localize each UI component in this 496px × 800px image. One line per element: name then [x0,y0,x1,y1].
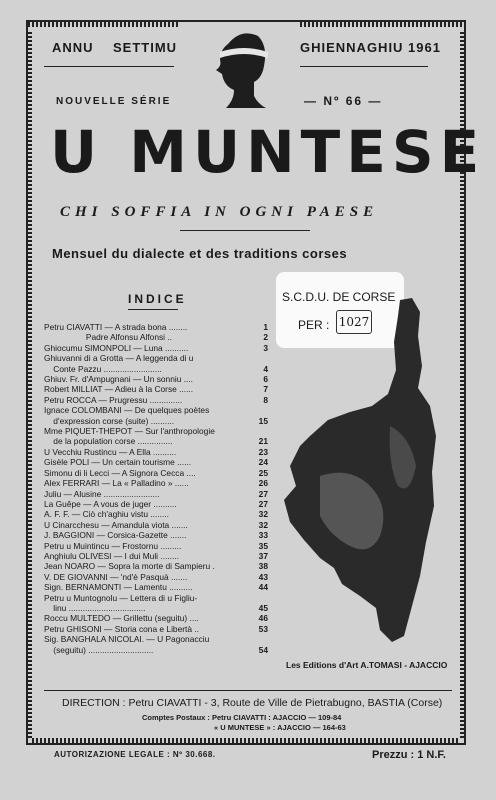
index-entry-text: Alex FERRARI — La « Palladino » ...... [44,478,189,489]
index-entry-text: Petru u Muntognolu — Lettera di u Figliu- [44,592,198,603]
footer-postal-2: « U MUNTESE » : AJACCIO — 164-63 [214,723,346,732]
index-entry [44,405,268,415]
corsica-map [280,296,440,652]
index-entry-page: 33 [258,530,268,541]
index-entry-page: 54 [258,644,268,655]
index-entry-page: 25 [258,467,268,478]
footer-price: Prezzu : 1 N.F. [372,749,446,761]
index-entry-text: Petru CIAVATTI — A strada bona ........ [44,322,188,332]
left-rail [28,30,32,738]
index-entry-page [252,593,268,603]
index-entry-page: 6 [263,374,268,385]
index-entry [44,468,268,478]
index-entry-text: Juliu — Alusine ........................ [44,488,160,499]
index-entry [44,551,268,561]
map-credit: Les Editions d'Art A.TOMASI - AJACCIO [286,660,448,670]
bottom-rail [32,738,460,743]
index-entry-text: Mme PIQUET-THEPOT — Sur l'anthropologie [44,426,215,437]
index-entry [44,634,268,644]
masthead-series: NOUVELLE SÉRIE [56,96,172,107]
index-entry-text: Padre Alfonsu Alfonsi .. [44,332,173,343]
index-entry [44,395,268,405]
index-entry-page: 23 [258,446,268,457]
index-entry-text: Jean NOARO — Sopra la morte di Sampieru . [44,561,215,572]
index-entry-page: 44 [258,582,268,593]
index-entry-text: Simonu di li Lecci — A Signora Cecca .... [44,467,196,478]
index-entry [44,582,268,592]
index-entry-text: Petru GHISONI — Storia cona e Libertà .. [44,623,200,634]
stamp-library-name: S.C.D.U. DE CORSE [282,290,396,304]
masthead-rule-left [44,66,174,67]
index-entry [44,332,268,342]
index-entry-page: 43 [258,571,268,582]
index-entry-page [252,426,268,436]
masthead-settimu: SETTIMU [113,40,178,55]
masthead-date: GHIENNAGHIU 1961 [300,40,441,55]
index-entry [44,613,268,623]
index-entry-text: Ghiuv. Fr. d'Ampugnani — Un sonniu .... [44,374,194,385]
index-entry-text: Robert MILLIAT — Adieu à la Corse ...... [44,384,194,395]
masthead-rule-right [300,66,428,67]
top-right-rail [300,22,464,27]
index-entry-text: Sign. BERNAMONTI — Lamentu .......... [44,582,193,593]
index-entry-page: 3 [263,342,268,353]
top-left-rail [28,22,178,27]
index-entry-page: 53 [258,623,268,634]
masthead-annu: ANNU [52,40,94,55]
index-entry [44,374,268,384]
index-entry [44,457,268,467]
index-heading-rule [128,309,178,310]
description: Mensuel du dialecte et des traditions corses [52,246,348,261]
index-entry [44,426,268,436]
index-entry-text: A. F. F. — Ciò ch'aghiu vistu ........ [44,509,169,520]
index-entry-page: 26 [258,478,268,489]
index-entry-page: 32 [258,509,268,520]
magazine-title: U MUNTESE [50,118,486,186]
index-entry [44,645,268,655]
index-entry-page [252,405,268,415]
index-entry-page: 35 [258,540,268,551]
index-entry-page: 37 [258,550,268,561]
index-entry-text: J. BAGGIONI — Corsica-Gazette ....... [44,530,187,541]
index-entry-page: 4 [263,363,268,374]
index-entry-text: Ignace COLOMBANI — De quelques poètes [44,405,210,416]
index-entry-page: 21 [258,436,268,447]
index-entry-text: V. DE GIOVANNI — 'nd'è Pasquà ....... [44,571,188,582]
index-entry-text: (seguitu) ............................ [44,644,154,655]
index-entry-text: La Guêpe — A vous de juger .......... [44,498,177,509]
index-entry-page: 46 [258,613,268,624]
index-entry [44,520,268,530]
tagline: CHI SOFFIA IN OGNI PAESE [60,204,379,220]
index-entry [44,489,268,499]
index-entry-text: Ghiuvanni di a Grotta — A leggenda di u [44,353,194,364]
index-entry [44,593,268,603]
index-entry-page [252,634,268,644]
footer-postal-1: Comptes Postaux : Petru CIAVATTI : AJACCIO — 109-84 [142,713,342,722]
index-entry [44,384,268,394]
index-entry-text: Anghiulu OLIVESI — I dui Muli ........ [44,550,179,561]
index-entry-text: Conte Pazzu ......................... [44,363,162,374]
footer-authorization: AUTORIZAZIONE LEGALE : Nº 30.668. [54,750,216,759]
index-entry-text: Petru u Muintincu — Frostornu ......... [44,540,182,551]
index-entry [44,530,268,540]
index-heading: INDICE [128,292,187,306]
index-entry-text: U Vecchiu Rustincu — A Ella .......... [44,446,177,457]
index-entry-page: 32 [258,519,268,530]
index-entry-text: Ghiocumu SIMONPOLI — Luna .......... [44,342,189,353]
footer-direction: DIRECTION : Petru CIAVATTI - 3, Route de Ville de Pietrabugno, BASTIA (Corse) [62,697,443,709]
masthead-issue: — Nº 66 — [304,94,383,108]
index-entry-page: 7 [263,384,268,395]
title-rule [180,230,310,231]
index-list [44,322,268,655]
index-entry-text: Gisèle POLI — Un certain tourisme ...... [44,457,192,468]
index-entry-page: 45 [258,602,268,613]
index-entry [44,416,268,426]
index-entry [44,478,268,488]
index-entry [44,353,268,363]
index-entry-text: de la population corse ............... [44,436,173,447]
index-entry-page: 15 [258,415,268,426]
index-entry-page: 2 [263,332,268,343]
index-entry [44,364,268,374]
moor-head-emblem [206,26,276,112]
footer-rule [44,690,452,691]
index-entry [44,322,268,332]
index-entry-page [252,353,268,363]
index-entry [44,509,268,519]
index-entry [44,436,268,446]
index-entry-page: 24 [258,457,268,468]
index-entry [44,624,268,634]
index-entry-text: linu ................................. [44,602,146,613]
index-entry-text: Sig. BANGHALA NICOLAI. — U Pagonacciu [44,634,210,645]
index-entry-page: 27 [258,498,268,509]
index-entry-text: U Cinarcchesu — Amandula viota ....... [44,519,188,530]
index-entry-page: 1 [263,322,268,332]
index-entry [44,343,268,353]
index-entry-text: d'expression corse (suite) .......... [44,415,175,426]
index-entry [44,541,268,551]
stamp-per-label: PER : [298,318,330,332]
index-entry [44,572,268,582]
index-entry [44,561,268,571]
index-entry-text: Petru ROCCA — Prugressu .............. [44,394,183,405]
index-entry-page: 8 [263,394,268,405]
index-entry [44,603,268,613]
index-entry [44,499,268,509]
stamp-number: 1027 [336,310,372,334]
index-entry [44,447,268,457]
index-entry-text: Roccu MULTEDO — Grillettu (seguitu) .... [44,613,199,624]
index-entry-page: 27 [258,488,268,499]
index-entry-page: 38 [258,561,268,572]
